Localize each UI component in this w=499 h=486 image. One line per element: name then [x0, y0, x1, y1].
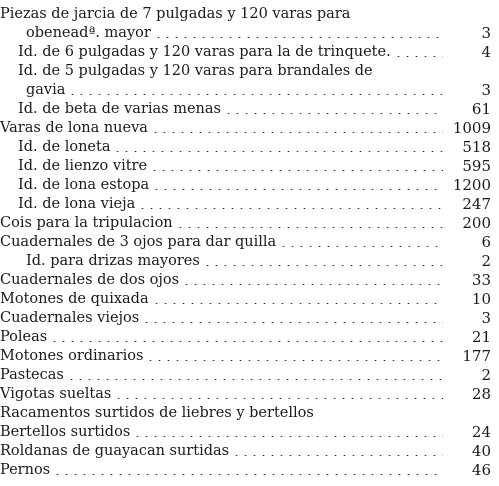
item-text: Varas de lona nueva — [0, 120, 148, 136]
list-item — [0, 403, 499, 422]
item-text: Motones de quixada — [0, 291, 149, 307]
dot-leader — [68, 94, 443, 95]
item-text: Id. para drizas mayores — [26, 253, 200, 269]
dot-leader — [146, 360, 443, 361]
item-quantity: 3 — [481, 24, 491, 42]
item-quantity: 1009 — [452, 119, 491, 137]
dot-leader — [67, 379, 443, 380]
list-item — [0, 194, 499, 213]
item-text: Id. de lona vieja — [18, 196, 136, 212]
dot-leader — [176, 227, 443, 228]
item-quantity: 61 — [471, 100, 491, 118]
dot-leader — [151, 132, 443, 133]
item-quantity: 46 — [471, 461, 491, 479]
item-quantity: 21 — [471, 328, 491, 346]
list-item — [0, 80, 499, 99]
item-quantity: 24 — [471, 423, 491, 441]
dot-leader — [152, 303, 443, 304]
item-text: Poleas — [0, 329, 48, 345]
item-quantity: 28 — [471, 385, 491, 403]
list-item — [0, 213, 499, 232]
item-text: Id. de 5 pulgadas y 120 varas para brandales de — [18, 63, 373, 79]
dot-leader — [394, 56, 443, 57]
dot-leader — [114, 398, 443, 399]
item-text: Cuadernales viejos — [0, 310, 140, 326]
dot-leader — [142, 322, 443, 323]
list-item — [0, 156, 499, 175]
item-quantity: 1200 — [452, 176, 491, 194]
item-text: Roldanas de guayacan surtidas — [0, 443, 230, 459]
list-item — [0, 460, 499, 479]
item-text: Cuadernales de 3 ojos para dar quilla — [0, 234, 277, 250]
item-quantity: 40 — [471, 442, 491, 460]
dot-leader — [152, 189, 443, 190]
list-item — [0, 23, 499, 42]
list-item — [0, 61, 499, 80]
list-item — [0, 422, 499, 441]
list-item — [0, 99, 499, 118]
item-quantity: 6 — [481, 233, 491, 251]
list-item — [0, 384, 499, 403]
list-item — [0, 365, 499, 384]
item-quantity: 518 — [462, 138, 491, 156]
list-item — [0, 42, 499, 61]
item-text: Pastecas — [0, 367, 64, 383]
list-item — [0, 346, 499, 365]
list-item — [0, 118, 499, 137]
item-text: obeneadª. mayor — [26, 25, 151, 41]
dot-leader — [150, 170, 443, 171]
list-item — [0, 308, 499, 327]
list-item — [0, 270, 499, 289]
list-item — [0, 232, 499, 251]
item-text: Motones ordinarios — [0, 348, 144, 364]
item-quantity: 33 — [471, 271, 491, 289]
dot-leader — [154, 37, 443, 38]
item-text: Id. de loneta — [18, 139, 111, 155]
dot-leader — [138, 208, 443, 209]
dot-leader — [50, 341, 443, 342]
item-text: Id. de beta de varias menas — [18, 101, 221, 117]
list-item — [0, 327, 499, 346]
item-text: Bertellos surtidos — [0, 424, 131, 440]
list-item — [0, 137, 499, 156]
item-quantity: 247 — [462, 195, 491, 213]
item-text: Piezas de jarcia de 7 pulgadas y 120 varas para — [0, 6, 351, 22]
dot-leader — [224, 113, 443, 114]
item-quantity: 177 — [462, 347, 491, 365]
dot-leader — [203, 265, 443, 266]
item-text: Racamentos surtidos de liebres y bertellos — [0, 405, 314, 421]
item-quantity: 595 — [462, 157, 491, 175]
dot-leader — [133, 436, 443, 437]
dot-leader — [113, 151, 443, 152]
item-text: Id. de lienzo vitre — [18, 158, 148, 174]
item-quantity: 3 — [481, 81, 491, 99]
dot-leader — [53, 474, 443, 475]
list-item — [0, 175, 499, 194]
item-text: Cois para la tripulacion — [0, 215, 173, 231]
item-quantity: 200 — [462, 214, 491, 232]
list-item — [0, 251, 499, 270]
item-text: Id. de 6 pulgadas y 120 varas para la de trinquete. — [18, 44, 391, 60]
dot-leader — [279, 246, 443, 247]
item-quantity: 10 — [471, 290, 491, 308]
item-quantity: 3 — [481, 309, 491, 327]
item-text: Id. de lona estopa — [18, 177, 150, 193]
item-quantity: 2 — [481, 252, 491, 270]
item-text: Cuadernales de dos ojos — [0, 272, 180, 288]
item-quantity: 4 — [481, 43, 491, 61]
list-item — [0, 4, 499, 23]
item-text: gavia — [26, 82, 66, 98]
dot-leader — [232, 455, 443, 456]
list-item — [0, 441, 499, 460]
item-text: Vigotas sueltas — [0, 386, 112, 402]
dot-leader — [182, 284, 443, 285]
item-quantity: 2 — [481, 366, 491, 384]
item-text: Pernos — [0, 462, 51, 478]
list-item — [0, 289, 499, 308]
